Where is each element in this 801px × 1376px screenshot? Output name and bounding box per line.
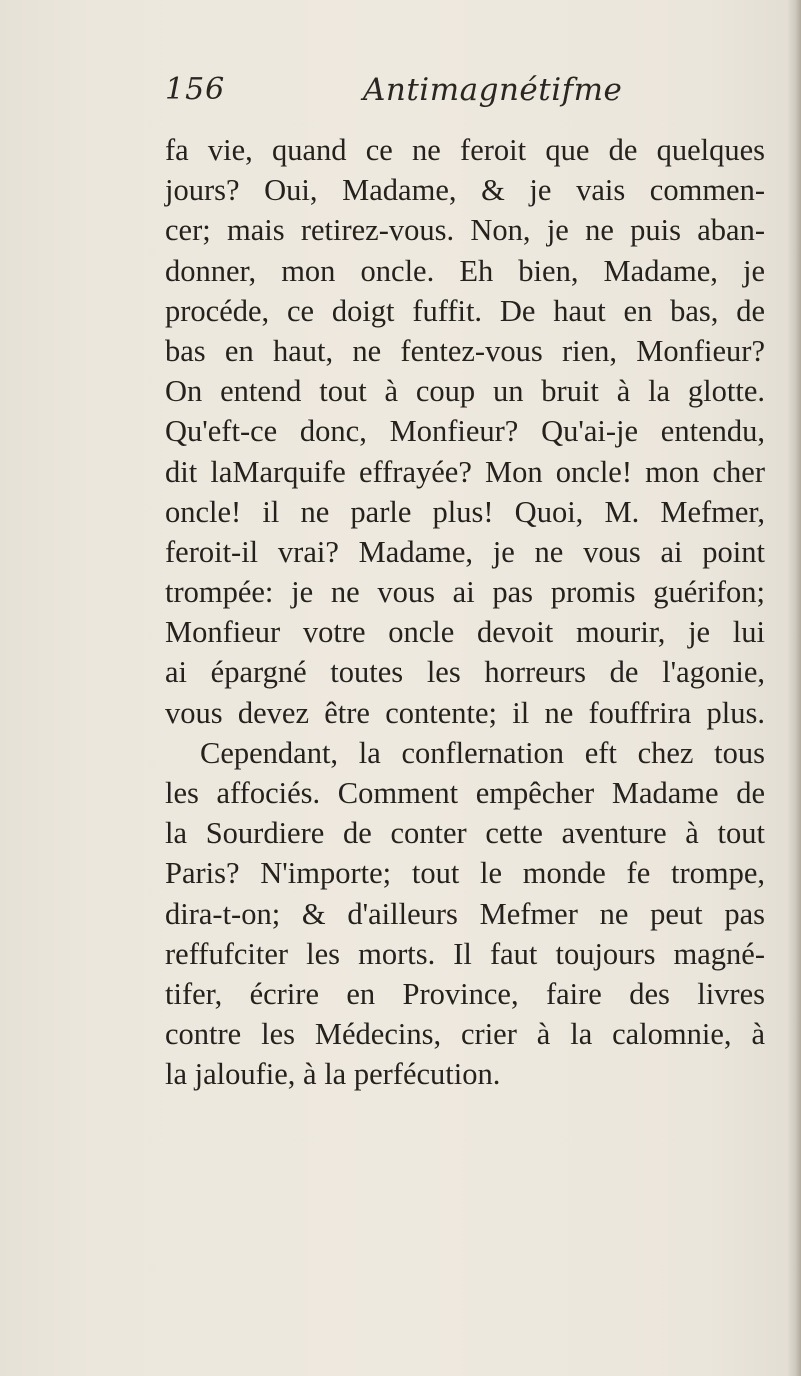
text-line: tifer, écrire en Province, faire des livres bbox=[165, 976, 765, 1011]
text-line: donner, mon oncle. Eh bien, Madame, je bbox=[165, 253, 765, 288]
text-line: oncle! il ne parle plus! Quoi, M. Mefmer, bbox=[165, 494, 765, 529]
text-line: procéde, ce doigt fuffit. De haut en bas, de bbox=[165, 293, 765, 328]
text-line: On entend tout à coup un bruit à la glotte. bbox=[165, 374, 765, 409]
paragraph-start-line: Cependant, la conflernation eft chez tous bbox=[200, 735, 765, 770]
text-line: Paris? N'importe; tout le monde fe trompe, bbox=[165, 856, 765, 891]
text-line: jours? Oui, Madame, & je vais commen- bbox=[165, 173, 765, 208]
text-line: Monfieur votre oncle devoit mourir, je lui bbox=[165, 615, 765, 650]
text-line: dit laMarquife effrayée? Mon oncle! mon cher bbox=[165, 454, 765, 489]
body-text bbox=[165, 130, 765, 1095]
text-line: reffufciter les morts. Il faut toujours magné- bbox=[165, 936, 765, 971]
page-header bbox=[165, 72, 635, 118]
paragraph-end-line: la jaloufie, à la perfécution. bbox=[165, 1057, 501, 1092]
text-line: bas en haut, ne fentez-vous rien, Monfieur? bbox=[165, 333, 765, 368]
page-number: 156 bbox=[165, 72, 226, 107]
text-line: ai épargné toutes les horreurs de l'agonie, bbox=[165, 655, 765, 690]
text-line: Qu'eft-ce donc, Monfieur? Qu'ai-je entendu, bbox=[165, 414, 765, 449]
text-line: trompée: je ne vous ai pas promis guérifon; bbox=[165, 575, 765, 610]
text-line: fa vie, quand ce ne feroit que de quelques bbox=[165, 133, 765, 167]
text-line: dira-t-on; & d'ailleurs Mefmer ne peut pas bbox=[165, 896, 765, 931]
text-line: cer; mais retirez-vous. Non, je ne puis aban- bbox=[165, 213, 765, 248]
text-line: feroit-il vrai? Madame, je ne vous ai point bbox=[165, 534, 765, 569]
text-line: contre les Médecins, crier à la calomnie, à bbox=[165, 1017, 765, 1052]
text-line: vous devez être contente; il ne fouffrira plus. bbox=[165, 695, 765, 730]
running-title: Antimagnétifme bbox=[363, 72, 623, 108]
text-line: la Sourdiere de conter cette aventure à tout bbox=[165, 816, 765, 851]
text-line: les affociés. Comment empêcher Madame de bbox=[165, 776, 765, 810]
page-edge-shadow bbox=[787, 0, 801, 1376]
